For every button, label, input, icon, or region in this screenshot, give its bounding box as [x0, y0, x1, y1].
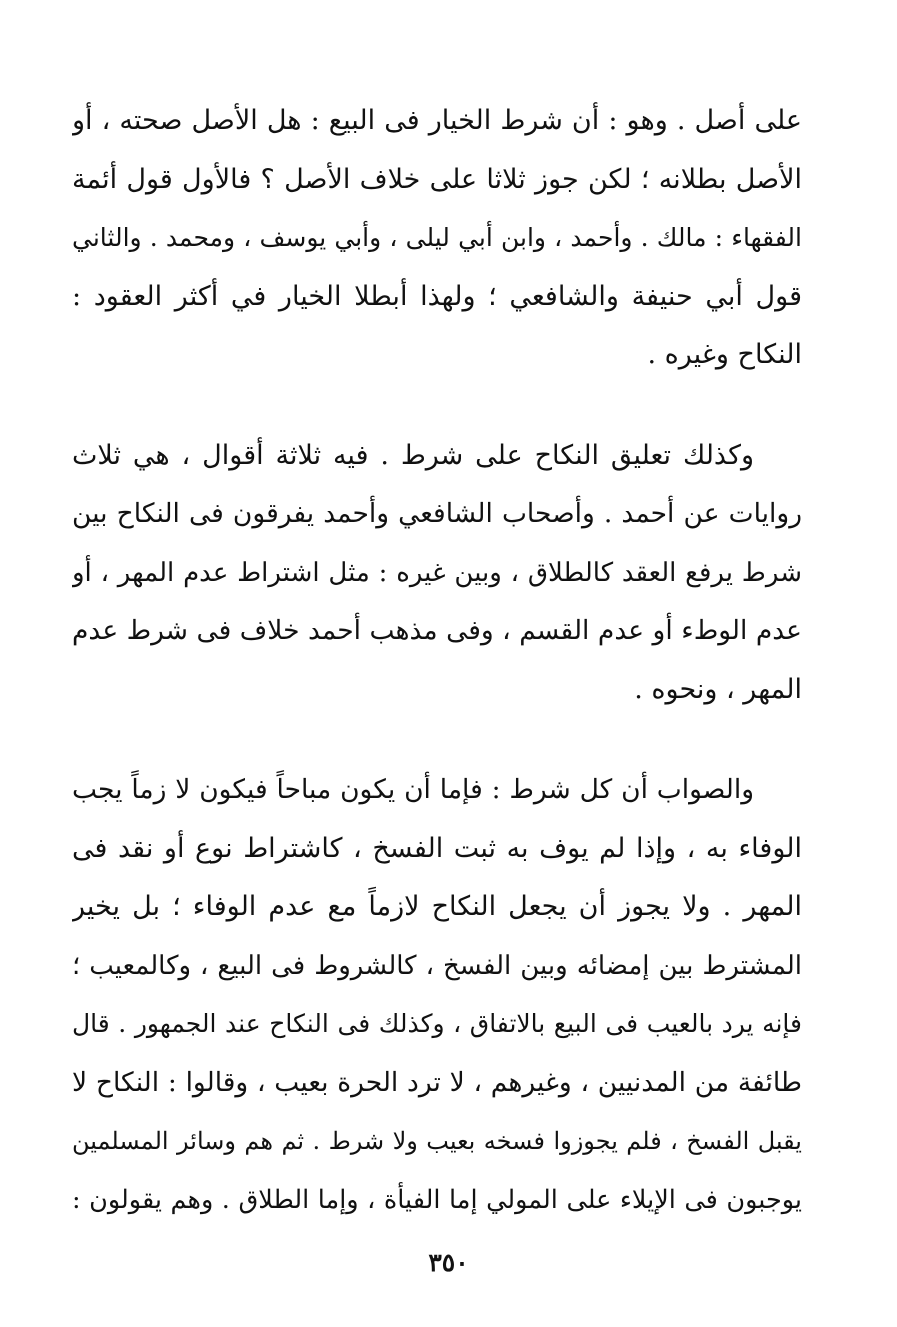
text-line: عدم الوطء أو عدم القسم ، وفى مذهب أحمد خلاف فى شرط عدم [72, 615, 802, 646]
text-line: يوجبون فى الإيلاء على المولي إما الفيأة ، وإما الطلاق . وهم يقولون : [72, 1184, 802, 1215]
text-line: قول أبي حنيفة والشافعي ؛ ولهذا أبطلا الخيار في أكثر العقود : [72, 280, 802, 312]
text-line: الأصل بطلانه ؛ لكن جوز ثلاثا على خلاف الأصل ؟ فالأول قول أئمة [72, 163, 802, 195]
paragraph-gap [72, 719, 802, 761]
text-line: الوفاء به ، وإذا لم يوف به ثبت الفسخ ، كاشتراط نوع أو نقد فى [72, 832, 802, 864]
text-line: وكذلك تعليق النكاح على شرط . فيه ثلاثة أقوال ، هي ثلاث [72, 439, 754, 471]
text-line: النكاح وغيره . [647, 339, 802, 370]
text-line: على أصل . وهو : أن شرط الخيار فى البيع : هل الأصل صحته ، أو [72, 105, 802, 136]
text-line: فإنه يرد بالعيب فى البيع بالاتفاق ، وكذلك فى النكاح عند الجمهور . قال [72, 1009, 802, 1038]
paragraph-1 [72, 92, 802, 385]
text-line: المهر . ولا يجوز أن يجعل النكاح لازماً مع عدم الوفاء ؛ بل يخير [72, 891, 802, 922]
text-line: يقبل الفسخ ، فلم يجوزوا فسخه بعيب ولا شرط . ثم هم وسائر المسلمين [72, 1127, 802, 1155]
text-body [72, 92, 802, 1229]
text-line: روايات عن أحمد . وأصحاب الشافعي وأحمد يفرقون فى النكاح بين [72, 498, 802, 529]
text-line: والصواب أن كل شرط : فإما أن يكون مباحاً فيكون لا زماً يجب [72, 774, 754, 805]
text-line: المهر ، ونحوه . [634, 673, 802, 705]
text-line: المشترط بين إمضائه وبين الفسخ ، كالشروط فى البيع ، وكالمعيب ؛ [72, 950, 802, 981]
text-line: الفقهاء : مالك . وأحمد ، وابن أبي ليلى ، وأبي يوسف ، ومحمد . والثاني [72, 223, 802, 252]
paragraph-2 [72, 427, 802, 720]
paragraph-3 [72, 761, 802, 1229]
text-line: طائفة من المدنيين ، وغيرهم ، لا ترد الحرة بعيب ، وقالوا : النكاح لا [72, 1066, 802, 1098]
text-line: شرط يرفع العقد كالطلاق ، وبين غيره : مثل اشتراط عدم المهر ، أو [72, 557, 802, 588]
page-number: ٣٥٠ [428, 1248, 469, 1277]
paragraph-gap [72, 385, 802, 427]
